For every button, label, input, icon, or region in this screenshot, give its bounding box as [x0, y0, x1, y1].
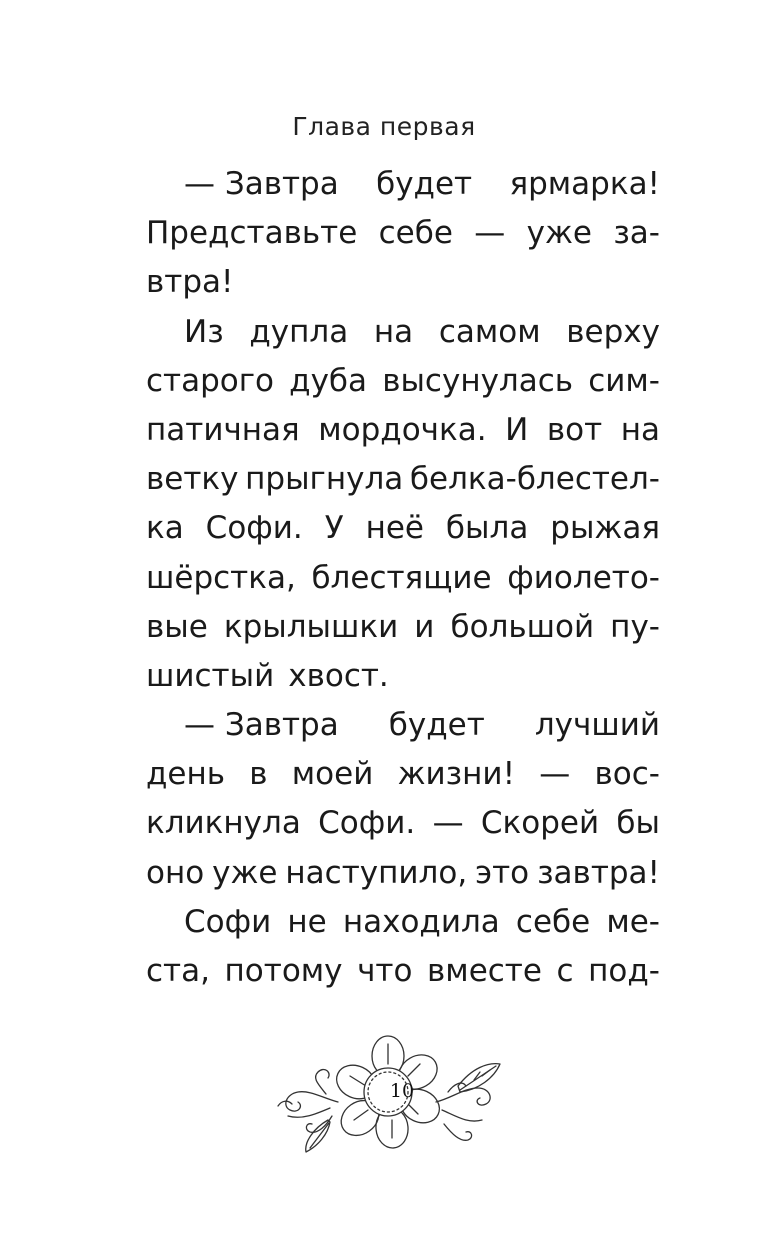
word: патичная — [146, 411, 300, 448]
word: И — [505, 411, 529, 448]
text-line — [146, 160, 660, 209]
word: — Завтра — [184, 707, 339, 744]
word: день — [146, 756, 226, 793]
word: за- — [613, 215, 660, 252]
word: неё — [365, 510, 424, 547]
word: вот — [546, 411, 603, 448]
word: и — [414, 608, 435, 645]
word: вос- — [594, 756, 660, 793]
word: крылышки — [223, 608, 399, 645]
word: лучший — [534, 707, 660, 744]
word: втра! — [146, 264, 234, 301]
word: наступило, — [285, 854, 468, 891]
text-line — [146, 258, 660, 307]
word: Представьте — [146, 215, 358, 252]
text-line — [146, 849, 660, 898]
word: оно — [146, 854, 205, 891]
word: большой — [450, 608, 595, 645]
word: себе — [378, 215, 453, 252]
word: вместе — [427, 953, 542, 989]
body-text — [146, 160, 660, 996]
word: — — [474, 215, 506, 252]
word: кликнула — [146, 805, 301, 842]
word: моей — [291, 756, 374, 793]
word: Скорей — [480, 805, 600, 842]
chapter-title: Глава первая — [292, 112, 476, 141]
word: рыжая — [550, 510, 660, 547]
word: будет — [388, 707, 485, 744]
word: себе — [515, 903, 591, 940]
word: находила — [342, 903, 500, 940]
text-line — [146, 308, 660, 357]
word: завтра! — [537, 854, 660, 891]
word: в — [249, 756, 268, 793]
word: жизни! — [397, 756, 516, 793]
text-line — [146, 357, 660, 406]
text-line — [146, 406, 660, 455]
word: не — [287, 903, 327, 940]
word: была — [445, 510, 529, 547]
word: потому — [224, 953, 343, 989]
text-line — [146, 209, 660, 258]
word: самом — [438, 313, 541, 350]
word: фиолето- — [507, 559, 660, 596]
word: пу- — [610, 608, 660, 645]
word: хвост. — [288, 657, 389, 694]
word: сим- — [588, 362, 660, 399]
word: мордочка. — [318, 411, 487, 448]
text-line — [146, 701, 660, 750]
word: дуба — [289, 362, 368, 399]
word: У — [324, 510, 344, 547]
word: белка-блестел- — [409, 461, 660, 498]
word: под- — [588, 953, 660, 989]
flower-vine-ornament-icon — [268, 1028, 508, 1178]
word: это — [475, 854, 530, 891]
word: ста, — [146, 953, 210, 989]
text-line — [146, 750, 660, 799]
word: — Завтра — [184, 166, 339, 202]
word: шистый — [146, 657, 275, 694]
word: будет — [376, 166, 473, 202]
word: — — [539, 756, 571, 793]
word: — — [432, 805, 464, 842]
word: с — [556, 953, 574, 989]
word: вые — [146, 608, 208, 645]
word: верху — [566, 313, 660, 350]
word: ка — [146, 510, 184, 547]
page-number: 10 — [389, 1080, 415, 1102]
word: старого — [146, 362, 274, 399]
text-line — [146, 603, 660, 652]
word: уже — [526, 215, 592, 252]
text-line — [146, 799, 660, 848]
word: высунулась — [382, 362, 574, 399]
word: что — [357, 953, 413, 989]
word: на — [620, 411, 660, 448]
word: ме- — [606, 903, 660, 940]
word: Софи. — [205, 510, 303, 547]
word: дупла — [249, 313, 349, 350]
text-line — [146, 947, 660, 996]
text-line — [146, 898, 660, 947]
text-line — [146, 504, 660, 553]
word: бы — [616, 805, 660, 842]
text-line — [146, 455, 660, 504]
word: ветку — [146, 461, 239, 498]
word: прыгнула — [245, 461, 404, 498]
word: Софи — [184, 903, 272, 940]
word: шёрстка, — [146, 559, 296, 596]
word: блестящие — [311, 559, 492, 596]
word: уже — [212, 854, 278, 891]
word: Из — [184, 313, 224, 350]
text-line — [146, 554, 660, 603]
word: ярмарка! — [509, 166, 660, 202]
text-line — [146, 652, 660, 701]
word: на — [373, 313, 414, 350]
word: Софи. — [318, 805, 416, 842]
